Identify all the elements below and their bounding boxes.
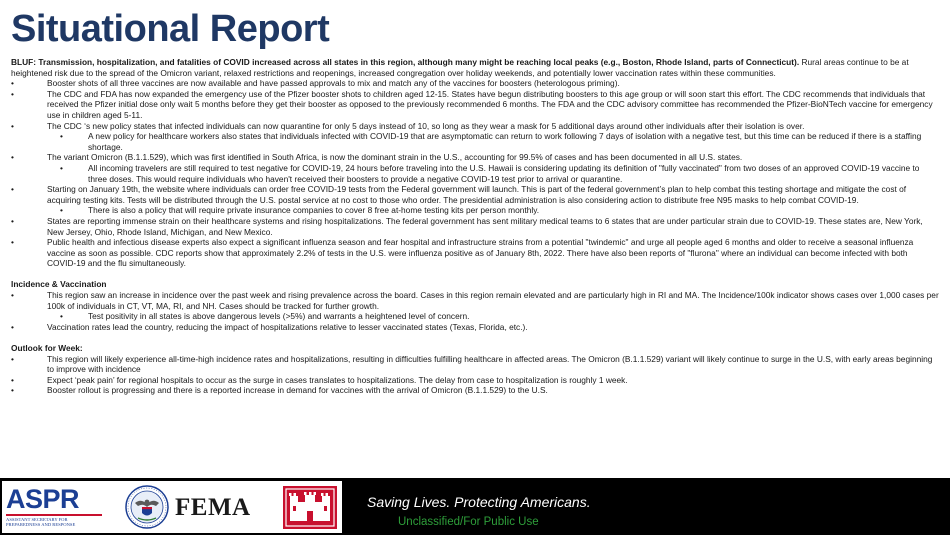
list-item: • This region will likely experience all-time-high incidence rates and hospitalizations, resulting in difficulties fulfilling healthcare in affected areas. The Omicron (B.1.1.529) variant will likely continue to surge in the U.S, with early areas beginning to improve with incidence — [11, 354, 939, 375]
bluf-rest: Rural areas continue to be at heightened risk due to the spread of the Omicron variant, relaxed restrictions and reopenings, increased congregation over holiday weekends, and potentially lower vaccination rates within these communities. — [11, 57, 909, 78]
list-item: • Vaccination rates lead the country, reducing the impact of hospitalizations relative to lesser vaccinated states (Texas, Florida, etc.). — [11, 322, 939, 333]
list-item: • This region saw an increase in incidence over the past week and rising prevalence across the board. Cases in this region remain elevated and are particularly high in RI and MA. The Incidence/100k indicator shows cases over 1,000 cases per 100k of individuals in CT, VT, MA, RI, and NH. Cases should be tracked for further growth. — [11, 290, 939, 311]
aspr-logo — [6, 485, 106, 529]
report-body — [11, 57, 939, 396]
bluf-lead: BLUF: Transmission, hospitalization, and fatalities of COVID increased across all states in this region, although many might be reaching local peaks (e.g., Boston, Rhode Island, parts of Connecticut). — [11, 57, 800, 67]
footer-bar — [0, 478, 950, 535]
usace-castle-icon — [283, 486, 337, 529]
list-item: • Booster shots of all three vaccines are now available and have passed approvals to mix and match any of the vaccines for boosters (heterologous priming). — [11, 78, 939, 89]
list-item: • Booster rollout is progressing and there is a reported increase in demand for vaccines with the arrival of Omicron (B.1.1.529) to the U.S. — [11, 385, 939, 396]
bluf-paragraph — [11, 57, 939, 78]
list-item: • Public health and infectious disease experts also expect a significant influenza season and fear hospital and infrastructure strains from a potential "twindemic" and urge all people aged 6 months and older to receive a seasonal influenza vaccine as soon as possible. CDC reports show that approximately 2.2% of tests in the U.S. were influenza positive as of January 8th, 2022. There have also been reports of "flurona" where an individual can become infected with both COVID-19 and the flu simultaneously. — [11, 237, 939, 269]
classification-label: Unclassified/For Public Use — [398, 516, 539, 528]
outlook-heading: Outlook for Week: — [11, 343, 83, 354]
sub-list-item: • There is also a policy that will require private insurance companies to cover 8 free at-home testing kits per person monthly. — [11, 205, 939, 216]
dhs-seal-icon — [125, 485, 169, 529]
aspr-logo-line1: ASSISTANT SECRETARY FOR — [6, 517, 68, 522]
logo-panel — [2, 481, 342, 533]
sub-list-item: • Test positivity in all states is above dangerous levels (>5%) and warrants a heightened level of concern. — [11, 311, 939, 322]
list-item: • States are reporting immense strain on their healthcare systems and rising hospitalizations. The federal government has sent military medical teams to 6 states that are under particular strain due to COVID-19. These states are, New York, New Jersey, Ohio, Rhode Island, Michigan, and New Mexico. — [11, 216, 939, 237]
sub-list-item: • A new policy for healthcare workers also states that individuals infected with COVID-19 that are asymptomatic can return to work following 7 days of isolation with a negative test, but this time can be reduced if there is a staffing shortage. — [11, 131, 939, 152]
incidence-heading: Incidence & Vaccination — [11, 279, 107, 290]
aspr-logo-word: ASPR — [6, 484, 80, 514]
list-item: • The CDC ‘s new policy states that infected individuals can now quarantine for only 5 days instead of 10, so long as they wear a mask for 5 additional days around other individuals after their isolation is over. — [11, 121, 939, 132]
list-item: • The variant Omicron (B.1.1.529), which was first identified in South Africa, is now the dominant strain in the U.S., accounting for 99.5% of cases and has been documented in all U.S. states. — [11, 152, 939, 163]
aspr-logo-rule — [6, 514, 102, 516]
fema-logo: FEMA — [175, 494, 251, 521]
footer-slogan: Saving Lives. Protecting Americans. — [367, 494, 591, 510]
page-title: Situational Report — [11, 8, 330, 50]
list-item: • The CDC and FDA has now expanded the emergency use of the Pfizer booster shots to children aged 12-15. States have begun distributing boosters to this age group or will soon start this effort. The CDC recommends that individuals that received the Pfizer initial dose only wait 5 months before they get their booster as opposed to the previously recommended 6 months. The FDA and the CDC advisory committee has recommended the Pfizer-BioNTech vaccine for emergency use in children aged 5-11. — [11, 89, 939, 121]
list-item: • Starting on January 19th, the website where individuals can order free COVID-19 tests from the Federal government will launch. This is part of the federal government’s plan to help combat this testing shortage and mitigate the cost of acquiring testing kits. Tests will be distributed through the U.S. postal service at no cost to those who order. The presidential administration is also considering action to distribute free N95 masks to help combat COVID-19. — [11, 184, 939, 205]
sub-list-item: • All incoming travelers are still required to test negative for COVID-19, 24 hours before traveling into the U.S. Hawaii is considering updating its definition of "fully vaccinated" from two doses of an approved COVID-19 vaccine to three doses. This would require individuals who haven't received their boosters to provide a negative COVID-19 test prior to arrival or quarantine. — [11, 163, 939, 184]
aspr-logo-line2: PREPAREDNESS AND RESPONSE — [6, 522, 76, 528]
list-item: • Expect ‘peak pain’ for regional hospitals to occur as the surge in cases translates to hospitalizations. The delay from case to hospitalization is roughly 1 week. — [11, 375, 939, 386]
